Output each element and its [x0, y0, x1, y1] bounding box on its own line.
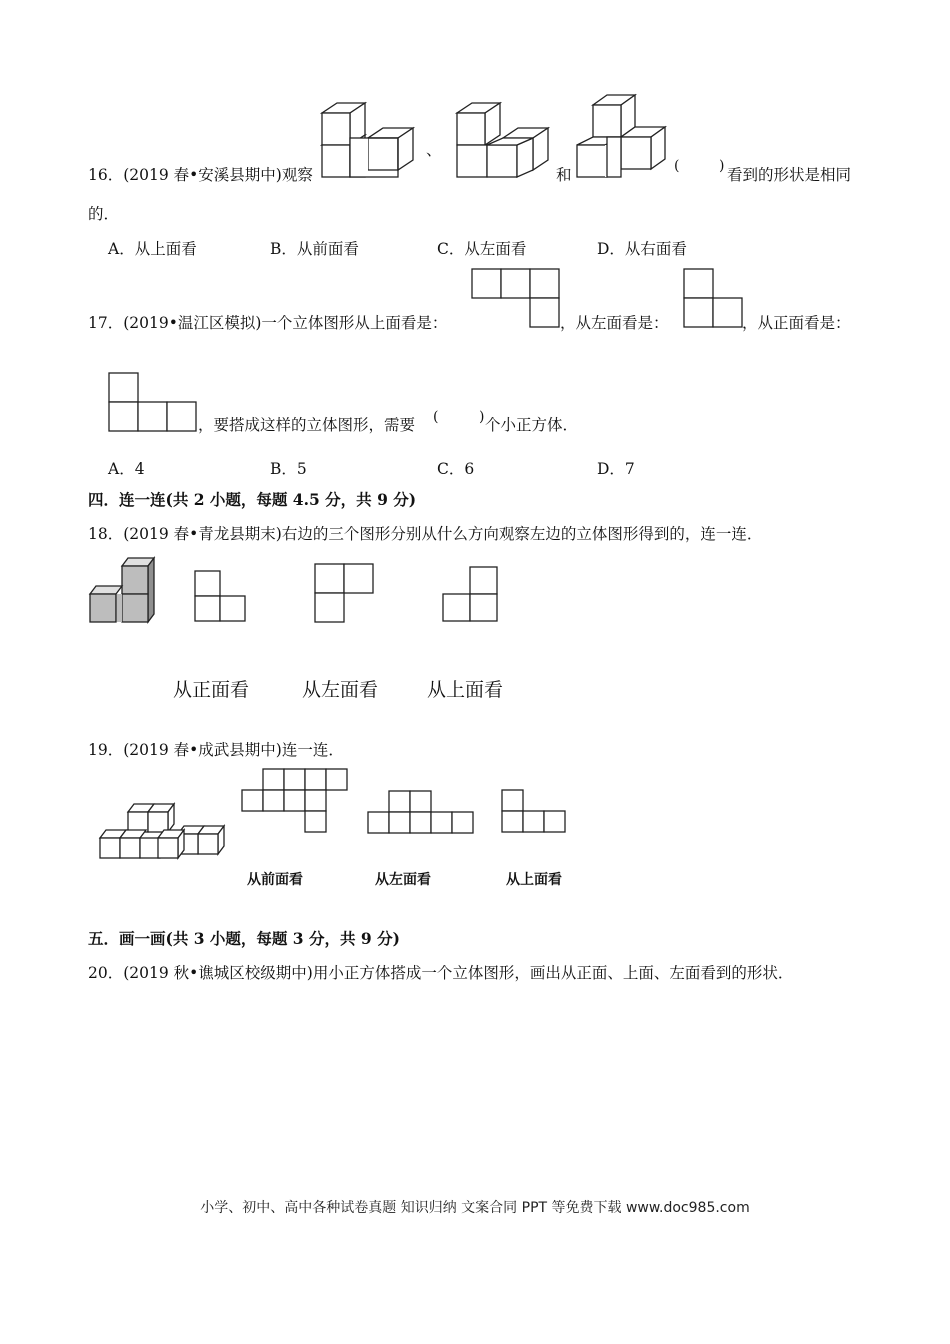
section-5-title: 五．画一画(共 3 小题，每题 3 分，共 9 分) [88, 929, 400, 948]
q18-view-1 [194, 570, 250, 626]
q17-answer-paren-open: ( [433, 409, 439, 425]
q19-view-3 [501, 789, 571, 835]
q18-view-3 [442, 566, 500, 624]
q16-option-a: A．从上面看 [108, 240, 197, 258]
q16-option-d: D．从右面看 [597, 240, 687, 258]
q17-option-d: D．7 [597, 460, 635, 478]
q18-view-2 [314, 563, 376, 625]
q16-separator-1: 、 [426, 141, 442, 159]
q17-line2-text: ，要搭成这样的立体图形，需要 [198, 416, 416, 434]
q17-answer-paren-close: ) [479, 409, 485, 425]
q16-separator-2: 和 [556, 166, 572, 184]
q19-view-1 [241, 768, 353, 836]
q18-stem: 18．(2019 春•青龙县期末)右边的三个图形分别从什么方向观察左边的立体图形得到的，连一连． [88, 525, 763, 543]
q17-top-view [471, 268, 563, 330]
q17-mid-1: ，从左面看是： [560, 314, 669, 332]
q17-option-c: C．6 [437, 460, 475, 478]
q16-stem-tail: 的． [88, 205, 120, 223]
q20-stem: 20．(2019 秋•谯城区校级期中)用小正方体搭成一个立体图形，画出从正面、上面、左面看到的形状． [88, 964, 794, 982]
q17-front-view [108, 372, 202, 434]
q16-stem-prefix: 16．(2019 春•安溪县期中)观察 [88, 166, 313, 184]
q16-option-c: C．从左面看 [437, 240, 527, 258]
q17-option-b: B．5 [270, 460, 307, 478]
q19-solid-figure [98, 800, 228, 866]
page-footer: 小学、初中、高中各种试卷真题 知识归纳 文案合同 PPT 等免费下载 www.doc985.com [200, 1200, 750, 1216]
q16-option-b: B．从前面看 [270, 240, 359, 258]
q16-answer-paren-open: ( [674, 158, 680, 174]
q19-label-left: 从左面看 [375, 872, 431, 888]
q16-stem-suffix: 看到的形状是相同 [727, 166, 852, 184]
q17-left-view [683, 268, 747, 330]
q19-label-front: 从前面看 [247, 872, 303, 888]
q18-label-top: 从上面看 [427, 679, 504, 701]
q18-solid-figure [88, 556, 158, 628]
q19-stem: 19．(2019 春•成武县期中)连一连． [88, 741, 344, 759]
q16-figure-3 [575, 92, 675, 180]
q17-stem-prefix: 17．(2019•温江区模拟)一个立体图形从上面看是： [88, 314, 448, 332]
q19-label-top: 从上面看 [506, 872, 562, 888]
q17-line2-end: 个小正方体． [485, 416, 579, 434]
q16-figure-1 [320, 100, 420, 180]
q18-label-left: 从左面看 [302, 679, 379, 701]
section-4-title: 四．连一连(共 2 小题，每题 4.5 分，共 9 分) [88, 490, 417, 509]
q18-label-front: 从正面看 [173, 679, 250, 701]
q17-mid-2: ，从正面看是： [742, 314, 851, 332]
q16-answer-paren-close: ) [719, 158, 725, 174]
q17-option-a: A．4 [108, 460, 145, 478]
q19-view-2 [367, 790, 479, 836]
q16-figure-2 [455, 100, 555, 180]
